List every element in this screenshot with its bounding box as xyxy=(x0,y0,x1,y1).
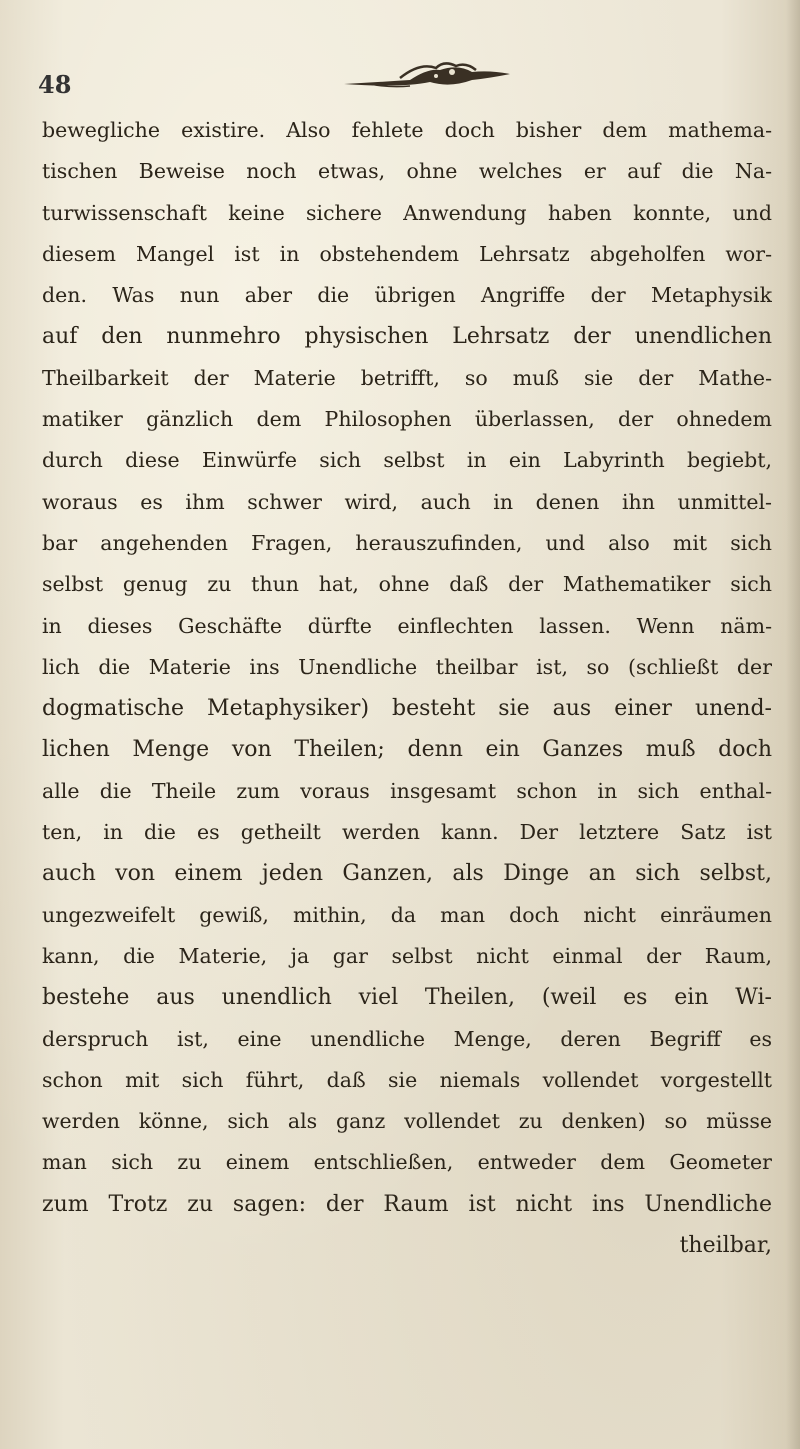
text-line: in dieses Geschäfte dürfte einflechten lassen. Wenn näm- xyxy=(42,613,772,638)
text-line: schon mit sich führt, daß sie niemals vollendet vorgestellt xyxy=(42,1067,772,1092)
text-line: Theilbarkeit der Materie betrifft, so muß sie der Mathe- xyxy=(42,365,772,390)
text-line: turwissenschaft keine sichere Anwendung haben konnte, und xyxy=(42,200,772,225)
text-line: alle die Theile zum voraus insgesamt schon in sich enthal- xyxy=(42,778,772,803)
page-number: 48 xyxy=(38,70,72,99)
text-line: bewegliche existire. Also fehlete doch bisher dem mathema- xyxy=(42,118,772,142)
text-line: ungezweifelt gewiß, mithin, da man doch nicht einräumen xyxy=(42,902,772,927)
text-line: durch diese Einwürfe sich selbst in ein Labyrinth begiebt, xyxy=(42,448,772,473)
text-line: theilbar, xyxy=(679,1233,772,1259)
text-line: lichen Menge von Theilen; denn ein Ganzes muß doch xyxy=(42,737,772,763)
text-line: bestehe aus unendlich viel Theilen, (weil es ein Wi- xyxy=(42,985,772,1011)
text-line: zum Trotz zu sagen: der Raum ist nicht ins Unendliche xyxy=(42,1191,772,1217)
text-line: ten, in die es getheilt werden kann. Der letztere Satz ist xyxy=(42,820,772,845)
page-edge-shadow xyxy=(786,0,800,1449)
text-line: bar angehenden Fragen, herauszufinden, und also mit sich xyxy=(42,530,772,555)
text-line: man sich zu einem entschließen, entweder dem Geometer xyxy=(42,1150,772,1175)
text-line: auf den nunmehro physischen Lehrsatz der unendlichen xyxy=(42,324,772,350)
text-line: auch von einem jeden Ganzen, als Dinge an sich selbst, xyxy=(42,861,772,887)
text-line: selbst genug zu thun hat, ohne daß der Mathematiker sich xyxy=(42,572,772,597)
text-line: diesem Mangel ist in obstehendem Lehrsatz abgeholfen wor- xyxy=(42,241,772,266)
text-line: lich die Materie ins Unendliche theilbar ist, so (schließt der xyxy=(42,654,772,679)
printers-ornament-icon xyxy=(340,58,515,92)
text-line: matiker gänzlich dem Philosophen überlassen, der ohnedem xyxy=(42,407,772,432)
text-line: den. Was nun aber die übrigen Angriffe der Metaphysik xyxy=(42,283,772,308)
text-line: tischen Beweise noch etwas, ohne welches er auf die Na- xyxy=(42,159,772,184)
body-text xyxy=(42,110,772,1266)
text-line: dogmatische Metaphysiker) besteht sie aus einer unend- xyxy=(42,696,772,722)
text-line: kann, die Materie, ja gar selbst nicht einmal der Raum, xyxy=(42,943,772,968)
text-line: werden könne, sich als ganz vollendet zu denken) so müsse xyxy=(42,1109,772,1134)
text-line: woraus es ihm schwer wird, auch in denen ihn unmittel- xyxy=(42,489,772,514)
text-line: derspruch ist, eine unendliche Menge, deren Begriff es xyxy=(42,1026,772,1051)
